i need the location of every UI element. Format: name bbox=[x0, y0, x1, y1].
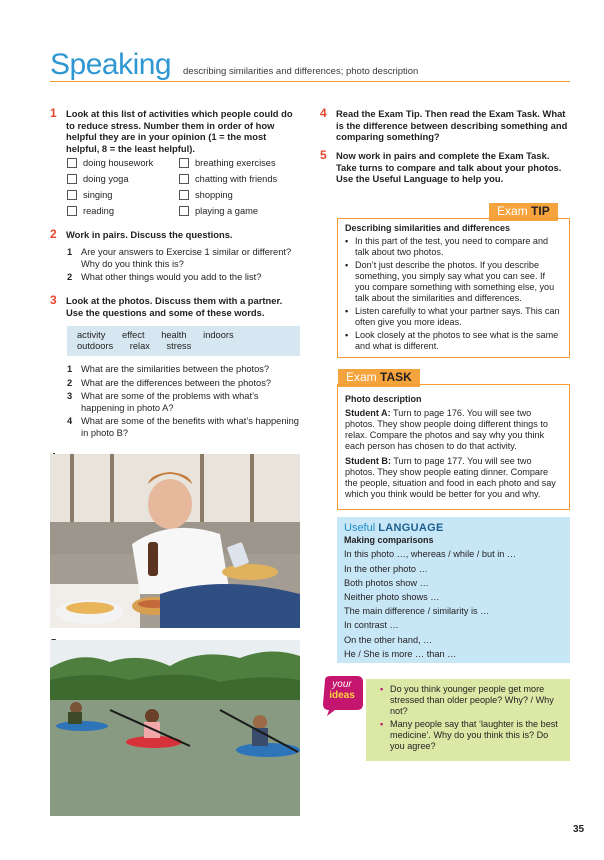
photo-a bbox=[50, 454, 300, 628]
checklist-item[interactable] bbox=[67, 158, 153, 168]
exercise-1 bbox=[50, 108, 300, 154]
useful-language-box bbox=[337, 517, 570, 663]
page-subtitle: describing similarities and differences; photo description bbox=[183, 66, 419, 77]
checklist-label: doing yoga bbox=[83, 174, 129, 184]
checklist-label: playing a game bbox=[195, 206, 259, 216]
checklist-item[interactable] bbox=[67, 174, 129, 184]
list-item: 1 What are the similarities between the photos? bbox=[67, 364, 270, 374]
your-ideas-badge: your ideas bbox=[321, 676, 363, 716]
useful-language-heading: Making comparisons bbox=[344, 535, 434, 546]
exercise-instruction: Now work in pairs and complete the Exam Task. Take turns to compare and talk about your photos. Use the Useful Language to help you. bbox=[336, 150, 562, 184]
list-item: • Look closely at the photos to see what is the same and what is different. bbox=[345, 330, 559, 351]
checklist-item[interactable] bbox=[179, 158, 276, 168]
checkbox[interactable] bbox=[179, 174, 189, 184]
photo-b bbox=[50, 640, 300, 816]
exercise-number: 5 bbox=[320, 148, 327, 162]
exercise-number: 1 bbox=[50, 106, 57, 120]
page-title: Speaking bbox=[50, 48, 172, 81]
student-b-instruction: Student B: Turn to page 177. You will see two photos. They show people eating dinner. Compare the people, situation and food in each photo and say which you think would be better for you and why. bbox=[345, 456, 556, 499]
word: activity bbox=[77, 330, 106, 340]
exercise-instruction: Work in pairs. Discuss the questions. bbox=[66, 229, 233, 240]
your-ideas-box bbox=[366, 679, 570, 761]
list-item: • Don’t just describe the photos. If you describe something, you simply say what you can see. If you compare something with something else, you talk about the similarities and differences. bbox=[345, 260, 555, 303]
list-item: • In this part of the test, you need to compare and talk about two photos. bbox=[345, 236, 549, 257]
exercise-3 bbox=[50, 295, 300, 318]
exercise-5 bbox=[320, 150, 570, 185]
phrase: In the other photo … bbox=[344, 563, 428, 574]
list-item: 4 What are some of the benefits with what’s happening in photo B? bbox=[67, 416, 299, 438]
phrase: On the other hand, … bbox=[344, 634, 433, 645]
exercise-3-questions bbox=[67, 364, 300, 441]
word: effect bbox=[122, 330, 145, 340]
useful-language-title: Useful LANGUAGE bbox=[344, 522, 444, 534]
list-item: 3 What are some of the problems with what’s happening in photo A? bbox=[67, 391, 259, 413]
exam-tip-box bbox=[337, 218, 570, 358]
exam-tip-tab: Exam TIP bbox=[489, 203, 558, 221]
phrase: In contrast … bbox=[344, 620, 399, 631]
word: health bbox=[161, 330, 187, 340]
checklist-item[interactable] bbox=[179, 206, 258, 216]
word: relax bbox=[129, 341, 150, 351]
list-item: • Listen carefully to what your partner says. This can often give you more ideas. bbox=[345, 306, 560, 327]
exam-task-heading: Photo description bbox=[345, 394, 422, 404]
word: indoors bbox=[203, 330, 234, 340]
phrase: In this photo …, whereas / while / but in … bbox=[344, 549, 517, 560]
checkbox[interactable] bbox=[179, 158, 189, 168]
exercise-instruction: Look at the photos. Discuss them with a partner. Use the questions and some of these words. bbox=[66, 295, 283, 318]
checklist-item[interactable] bbox=[179, 174, 277, 184]
exercise-number: 4 bbox=[320, 106, 327, 120]
exercise-2-questions bbox=[67, 247, 300, 286]
phrase: He / She is more … than … bbox=[344, 648, 457, 659]
checklist-item[interactable] bbox=[67, 190, 112, 200]
student-a-instruction: Student A: Turn to page 176. You will see two photos. They show people doing different things to relax. Compare the photos and say why you think each person has chosen to do that activity. bbox=[345, 408, 548, 451]
exercise-instruction: Read the Exam Tip. Then read the Exam Task. What is the difference between describing something and comparing something? bbox=[336, 108, 568, 142]
checklist-label: breathing exercises bbox=[195, 158, 276, 168]
word-box bbox=[67, 326, 300, 356]
checkbox[interactable] bbox=[67, 206, 77, 216]
exam-task-box bbox=[337, 384, 570, 510]
phrase: The main difference / similarity is … bbox=[344, 606, 490, 617]
checklist-label: chatting with friends bbox=[195, 174, 278, 184]
exercise-number: 3 bbox=[50, 293, 57, 307]
checkbox[interactable] bbox=[67, 190, 77, 200]
exam-tip-heading: Describing similarities and differences bbox=[345, 223, 511, 233]
header-divider bbox=[50, 81, 570, 82]
phrase: Both photos show … bbox=[344, 577, 429, 588]
list-item: 2 What other things would you add to the list? bbox=[67, 272, 262, 282]
photo-a-image bbox=[50, 454, 300, 628]
exam-task-tab: Exam TASK bbox=[338, 369, 420, 387]
checklist-label: reading bbox=[83, 206, 115, 216]
checkbox[interactable] bbox=[67, 174, 77, 184]
word: stress bbox=[166, 341, 192, 351]
checklist-label: singing bbox=[83, 190, 113, 200]
checkbox[interactable] bbox=[179, 190, 189, 200]
checklist-label: doing housework bbox=[83, 158, 154, 168]
checklist-item[interactable] bbox=[67, 206, 114, 216]
phrase: Neither photo shows … bbox=[344, 592, 440, 603]
exercise-4 bbox=[320, 108, 570, 143]
checkbox[interactable] bbox=[67, 158, 77, 168]
exercise-number: 2 bbox=[50, 227, 57, 241]
photo-b-image bbox=[50, 640, 300, 816]
checklist-label: shopping bbox=[195, 190, 233, 200]
page-header bbox=[50, 48, 570, 84]
exercise-instruction: Look at this list of activities which people could do to reduce stress. Number them in order of how helpful they are in your opinion (1 = the most helpful, 8 = the least helpful). bbox=[66, 108, 293, 154]
checklist-item[interactable] bbox=[179, 190, 233, 200]
list-item: • Many people say that ‘laughter is the best medicine’. Why do you think this is? Do you agree? bbox=[380, 719, 558, 751]
list-item: 2 What are the differences between the photos? bbox=[67, 377, 272, 388]
checkbox[interactable] bbox=[179, 206, 189, 216]
page-number: 35 bbox=[573, 824, 585, 835]
exercise-2 bbox=[50, 229, 300, 241]
list-item: • Do you think younger people get more stressed than older people? Why? / Why not? bbox=[380, 684, 554, 716]
word: outdoors bbox=[77, 341, 114, 351]
list-item: 1 Are your answers to Exercise 1 similar or different? Why do you think this is? bbox=[67, 247, 292, 269]
